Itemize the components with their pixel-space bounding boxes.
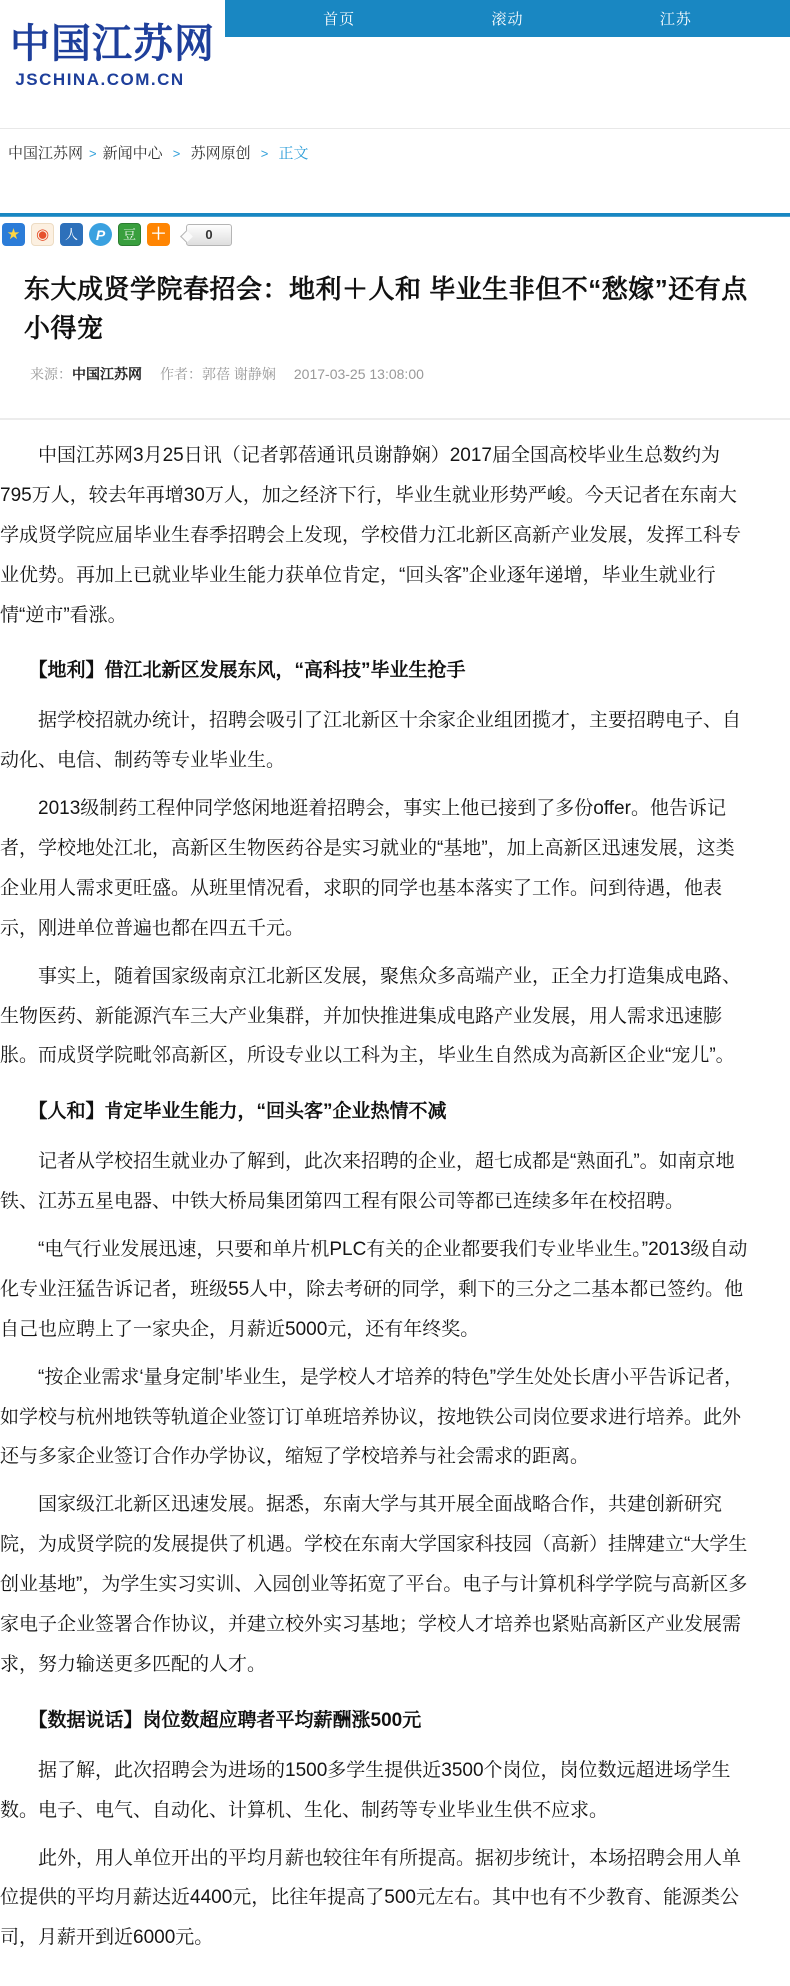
article-paragraph: 此外，用人单位开出的平均月薪也较往年有所提高。据初步统计，本场招聘会用人单位提供的平均月薪达近4400元，比往年提高了500元左右。其中也有不少教育、能源类公司，月薪开到近6000元。 [0,1847,742,1949]
share-more-icon[interactable] [147,223,170,246]
article-paragraph: “电气行业发展迅速，只要和单片机PLC有关的企业都要我们专业毕业生。”2013级自动化专业汪猛告诉记者，班级55人中，除去考研的同学，剩下的三分之二基本都已签约。他自己也应聘上了一家央企，月薪近5000元，还有年终奖。 [0,1239,748,1340]
article-title: 东大成贤学院春招会：地利＋人和 毕业生非但不“愁嫁”还有点小得宠 [24,274,748,343]
breadcrumb [0,128,790,175]
qzone-glyph: ★ [6,226,21,243]
site-logo[interactable] [10,22,215,90]
tencent-pengyou-share-icon[interactable] [89,223,112,246]
breadcrumb-separator: > [172,146,181,161]
section-heading-data: 【数据说话】岗位数超应聘者平均薪酬涨500元 [28,1709,422,1731]
article-paragraph: 国家级江北新区迅速发展。据悉，东南大学与其开展全面战略合作，共建创新研究院，为成贤学院的发展提供了机遇。学校在东南大学国家科技园（高新）挂牌建立“大学生创业基地”，为学生实习实训、入园创业等拓宽了平台。电子与计算机科学学院与高新区多家电子企业签署合作协议，并建立校外实习基地；学校人才培养也紧贴高新区产业发展需求，努力输送更多匹配的人才。 [0,1494,748,1675]
publish-datetime: 2017-03-25 13:08:00 [293,366,424,382]
article-body [0,436,790,1986]
share-toolbar [0,217,790,254]
breadcrumb-item-site[interactable]: 中国江苏网 [8,145,84,162]
breadcrumb-item-news-center[interactable]: 新闻中心 [102,145,163,162]
nav-item-home[interactable]: 首页 [323,11,356,28]
article-paragraph: 据学校招就办统计，招聘会吸引了江北新区十余家企业组团揽才，主要招聘电子、自动化、电信、制药等专业毕业生。 [0,710,742,772]
share-more-glyph: ＋ [150,225,167,243]
author-name: 郭蓓 谢静娴 [202,366,276,382]
breadcrumb-separator: > [260,146,269,161]
article-paragraph: “按企业需求‘量身定制’毕业生，是学校人才培养的特色”学生处处长唐小平告诉记者，如学校与杭州地铁等轨道企业签订订单班培养协议，按地铁公司岗位要求进行培养。此外还与多家企业签订合作办学协议，缩短了学校培养与社会需求的距离。 [0,1366,744,1468]
nav-item-jiangsu[interactable]: 江苏 [659,11,692,28]
breadcrumb-item-suwang-original[interactable]: 苏网原创 [190,145,251,162]
author-label: 作者： [160,366,202,382]
renren-share-icon[interactable] [60,223,83,246]
site-logo-domain: JSCHINA.COM.CN [15,70,185,89]
douban-share-icon[interactable] [118,223,141,246]
article-paragraph: 中国江苏网3月25日讯（记者郭蓓通讯员谢静娴）2017届全国高校毕业生总数约为795万人，较去年再增30万人，加之经济下行，毕业生就业形势严峻。今天记者在东南大学成贤学院应届毕业生春季招聘会上发现，学校借力江北新区高新产业发展，发挥工科专业优势。再加上已就业毕业生能力获单位肯定，“回头客”企业逐年递增，毕业生就业行情“逆市”看涨。 [0,445,742,626]
breadcrumb-separator: > [89,146,97,161]
breadcrumb-item-current-article: 正文 [278,145,309,162]
qzone-share-icon[interactable] [2,223,25,246]
source-name: 中国江苏网 [72,366,142,382]
renren-glyph: 人 [64,227,78,242]
article-paragraph: 事实上，随着国家级南京江北新区发展，聚焦众多高端产业，正全力打造集成电路、生物医药、新能源汽车三大产业集群，并加快推进集成电路产业发展，用人需求迅速膨胀。而成贤学院毗邻高新区，所设专业以工科为主，毕业生自然成为高新区企业“宠儿”。 [0,965,742,1067]
nav-item-rolling-news[interactable]: 滚动 [491,11,524,28]
tencent-pengyou-glyph: P [95,226,106,243]
source-label: 来源： [30,366,72,382]
article-paragraph: 2013级制药工程仲同学悠闲地逛着招聘会，事实上他已接到了多份offer。他告诉记者，学校地处江北，高新区生物医药谷是实习就业的“基地”，加上高新区迅速发展，这类企业用人需求更旺盛。从班里情况看，求职的同学也基本落实了工作。问到待遇，他表示，刚进单位普遍也都在四五千元。 [0,798,735,939]
section-heading-location: 【地利】借江北新区发展东风，“高科技”毕业生抢手 [28,660,466,682]
sina-weibo-share-icon[interactable] [31,223,54,246]
article-paragraph: 记者从学校招生就业办了解到，此次来招聘的企业，超七成都是“熟面孔”。如南京地铁、江苏五星电器、中铁大桥局集团第四工程有限公司等都已连续多年在校招聘。 [0,1151,735,1213]
article-meta [0,364,790,420]
share-count-value: 0 [205,227,213,242]
share-count-badge[interactable] [186,224,232,246]
douban-glyph: 豆 [122,227,136,242]
section-heading-people: 【人和】肯定毕业生能力，“回头客”企业热情不减 [28,1101,447,1123]
top-nav [225,0,790,37]
site-header [0,0,790,128]
article-paragraph: 据了解，此次招聘会为进场的1500多学生提供近3500个岗位，岗位数远超进场学生数。电子、电气、自动化、计算机、生化、制药等专业毕业生供不应求。 [0,1759,731,1821]
site-logo-text: 中国江苏网 [10,22,215,66]
sina-weibo-glyph: ◉ [35,226,50,243]
